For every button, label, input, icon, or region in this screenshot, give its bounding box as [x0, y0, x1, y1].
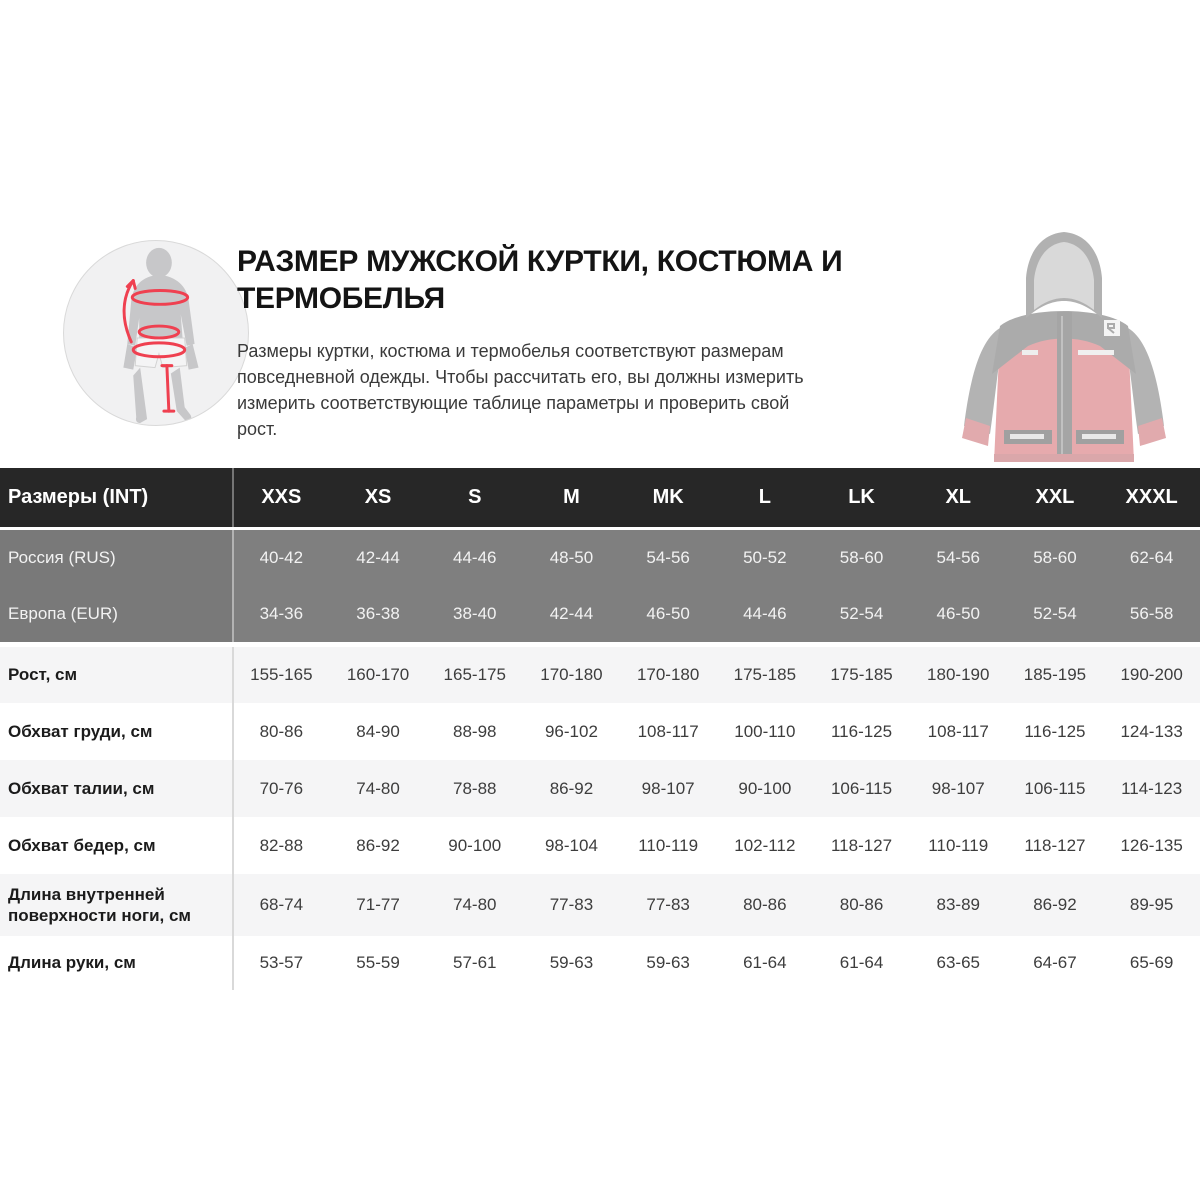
size-header-cell: L	[758, 486, 771, 508]
size-value-cell: 53-57	[259, 953, 304, 972]
size-value-cell: 88-98	[453, 721, 497, 741]
size-value-cell: 58-60	[839, 548, 884, 567]
size-value-cell: 80-86	[839, 895, 884, 914]
size-value-cell: 59-63	[549, 953, 594, 972]
table-row-hips	[0, 817, 1200, 874]
size-value-cell: 71-77	[356, 895, 400, 914]
size-header-cell: XS	[364, 486, 392, 508]
table-row-arm-length	[0, 936, 1200, 990]
size-value-cell: 56-58	[1129, 604, 1174, 623]
size-value-cell: 83-89	[936, 895, 980, 914]
size-header-cell: M	[563, 486, 580, 508]
size-value-cell: 180-190	[927, 665, 990, 684]
description-line: Размеры куртки, костюма и термобелья соответствуют размерам	[237, 341, 784, 361]
size-value-cell: 106-115	[1024, 778, 1086, 798]
size-value-cell: 86-92	[549, 778, 594, 798]
size-value-cell: 57-61	[453, 953, 497, 972]
size-value-cell: 86-92	[356, 835, 400, 855]
table-row-chest	[0, 703, 1200, 760]
hero-text-block	[237, 243, 937, 442]
page-title-line2: ТЕРМОБЕЛЬЯ	[237, 282, 445, 315]
size-header-cell: XXS	[261, 486, 302, 508]
size-value-cell: 108-117	[927, 721, 989, 741]
row-label: Длина внутренней поверхности ноги, см	[8, 884, 191, 925]
body-silhouette-icon	[64, 241, 248, 425]
size-value-cell: 90-100	[448, 835, 502, 855]
header-label: Размеры (INT)	[8, 486, 149, 508]
size-value-cell: 118-127	[1024, 835, 1086, 855]
jacket-product-photo	[938, 222, 1190, 468]
size-value-cell: 70-76	[259, 778, 304, 798]
size-header-cell: XXXL	[1125, 486, 1178, 508]
size-value-cell: 54-56	[646, 548, 690, 567]
size-header-cell: XL	[945, 486, 972, 508]
size-value-cell: 102-112	[734, 835, 796, 855]
body-measurement-figure-icon	[63, 240, 249, 426]
size-value-cell: 61-64	[743, 953, 787, 972]
size-table	[0, 468, 1200, 990]
size-value-cell: 62-64	[1129, 548, 1174, 567]
description-line: измерить соответствующие таблице параметры и проверить свой	[237, 393, 790, 413]
size-value-cell: 38-40	[453, 604, 497, 623]
size-header-cell: S	[468, 486, 482, 508]
jacket-icon	[938, 222, 1190, 468]
size-value-cell: 98-104	[544, 835, 598, 855]
size-value-cell: 82-88	[259, 835, 304, 855]
description-line: рост.	[237, 419, 278, 439]
size-value-cell: 74-80	[356, 778, 400, 798]
table-header-row	[0, 468, 1200, 527]
size-value-cell: 44-46	[743, 604, 787, 623]
size-value-cell: 110-119	[638, 835, 699, 855]
size-value-cell: 68-74	[259, 895, 304, 914]
size-value-cell: 54-56	[936, 548, 980, 567]
size-value-cell: 65-69	[1129, 953, 1174, 972]
size-header-cell: XXL	[1035, 486, 1075, 508]
size-value-cell: 126-135	[1120, 835, 1183, 855]
size-value-cell: 52-54	[839, 604, 884, 623]
size-value-cell: 190-200	[1120, 665, 1183, 684]
table-row-height	[0, 647, 1200, 703]
page-description	[237, 338, 937, 442]
size-value-cell: 100-110	[734, 721, 796, 741]
column-divider	[232, 468, 234, 990]
page-title-line1: РАЗМЕР МУЖСКОЙ КУРТКИ, КОСТЮМА И	[237, 245, 843, 278]
size-value-cell: 59-63	[646, 953, 690, 972]
size-value-cell: 110-119	[928, 835, 989, 855]
size-value-cell: 48-50	[549, 548, 594, 567]
size-value-cell: 170-180	[636, 665, 700, 684]
size-value-cell: 46-50	[646, 604, 690, 623]
size-value-cell: 116-125	[1024, 721, 1086, 741]
size-value-cell: 84-90	[356, 721, 400, 741]
table-row-inseam	[0, 874, 1200, 936]
size-value-cell: 165-175	[443, 665, 506, 684]
table-row-europe	[0, 586, 1200, 642]
size-value-cell: 36-38	[356, 604, 400, 623]
size-value-cell: 42-44	[356, 548, 400, 567]
size-value-cell: 63-65	[936, 953, 980, 972]
size-header-cell: LK	[848, 486, 875, 508]
size-value-cell: 40-42	[259, 548, 304, 567]
size-value-cell: 34-36	[259, 604, 304, 623]
size-value-cell: 185-195	[1023, 665, 1087, 684]
size-value-cell: 58-60	[1033, 548, 1077, 567]
size-value-cell: 42-44	[549, 604, 594, 623]
row-label: Рост, см	[8, 665, 78, 685]
table-row-russia	[0, 530, 1200, 586]
size-value-cell: 86-92	[1033, 895, 1077, 914]
row-label: Обхват талии, см	[8, 778, 155, 798]
size-value-cell: 98-107	[931, 778, 985, 798]
size-value-cell: 98-107	[641, 778, 695, 798]
size-value-cell: 64-67	[1033, 953, 1077, 972]
size-value-cell: 124-133	[1120, 721, 1183, 741]
size-value-cell: 118-127	[830, 835, 893, 855]
row-label: Россия (RUS)	[0, 530, 233, 586]
size-value-cell: 160-170	[346, 665, 410, 684]
row-label: Европа (EUR)	[0, 586, 233, 642]
row-label: Обхват бедер, см	[8, 835, 156, 855]
size-value-cell: 52-54	[1033, 604, 1077, 623]
size-value-cell: 80-86	[743, 895, 787, 914]
size-value-cell: 74-80	[453, 895, 497, 914]
size-value-cell: 89-95	[1129, 895, 1174, 914]
description-line: повседневной одежды. Чтобы рассчитать его, вы должны измерить	[237, 367, 804, 387]
size-value-cell: 114-123	[1121, 778, 1183, 798]
size-value-cell: 61-64	[839, 953, 884, 972]
size-value-cell: 90-100	[738, 778, 792, 798]
size-value-cell: 78-88	[453, 778, 497, 798]
size-value-cell: 55-59	[356, 953, 400, 972]
size-value-cell: 77-83	[646, 895, 690, 914]
size-value-cell: 175-185	[830, 665, 893, 684]
page-title	[237, 243, 937, 317]
size-value-cell: 155-165	[250, 665, 313, 684]
size-value-cell: 116-125	[830, 721, 893, 741]
row-label: Обхват груди, см	[8, 721, 153, 741]
size-value-cell: 108-117	[637, 721, 699, 741]
table-row-waist	[0, 760, 1200, 817]
size-value-cell: 106-115	[830, 778, 893, 798]
size-header-cell: MK	[652, 486, 684, 508]
size-value-cell: 50-52	[743, 548, 787, 567]
size-value-cell: 44-46	[453, 548, 497, 567]
size-value-cell: 77-83	[549, 895, 594, 914]
size-value-cell: 175-185	[733, 665, 797, 684]
size-value-cell: 80-86	[259, 721, 304, 741]
size-value-cell: 170-180	[540, 665, 603, 684]
row-label: Длина руки, см	[8, 953, 136, 973]
size-value-cell: 46-50	[936, 604, 980, 623]
size-value-cell: 96-102	[544, 721, 598, 741]
